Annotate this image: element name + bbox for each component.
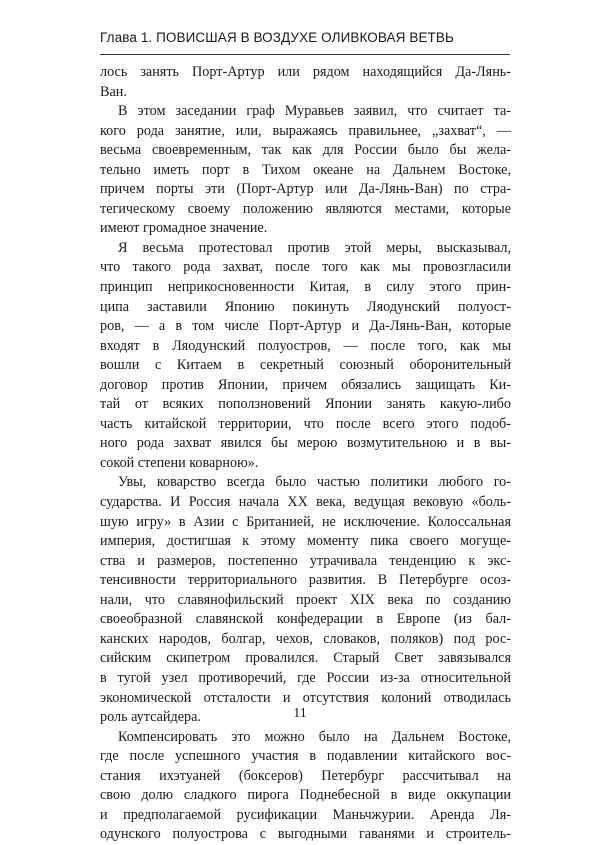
text-line: договор против Японии, причем обязались защищать Ки-	[100, 376, 511, 393]
text-line: где после успешного участия в подавлении китайского вос-	[100, 748, 511, 765]
text-line: часть китайской территории, что после всего этого подоб-	[100, 415, 511, 432]
text-line: ров, — а в том числе Порт-Артур и Да-Лянь-Ван, которые	[100, 318, 511, 335]
text-line: ципа заставили Японию покинуть Ляодунский полуост-	[100, 298, 511, 315]
text-line: канских народов, болгар, чехов, словаков, поляков) под рос-	[100, 630, 511, 647]
text-line: одунского полуострова с выгодными гаванями и строитель-	[100, 826, 511, 843]
text-line: тельно иметь порт в Тихом океане на Дальнем Востоке,	[100, 161, 511, 178]
text-line: ства и размеров, постепенно утрачивала тенденцию к экс-	[100, 552, 511, 569]
text-line: принцип неприкосновенности Китая, в силу этого прин-	[100, 279, 511, 296]
text-line: экономической отсталости и отсутствия колоний отводилась	[100, 689, 511, 706]
text-line: имеют громадное значение.	[100, 220, 268, 237]
text-line: причем порты эти (Порт-Артур или Да-Лянь-Ван) по стра-	[100, 181, 511, 198]
text-line: весьма своевременным, так как для России было бы желa-	[100, 142, 511, 159]
text-line: сокой степени коварною».	[100, 454, 259, 471]
page-number: 11	[293, 706, 307, 721]
text-line: нали, что славянофильский проект XIX века по созданию	[100, 591, 511, 608]
text-line: входят в Ляодунский полуостров, — после того, как мы	[100, 337, 511, 354]
text-line: сийским скипетром провалился. Старый Свет завязывался	[100, 650, 511, 667]
text-line: Я весьма протестовал против этой меры, высказывал,	[118, 239, 511, 256]
text-line: свою долю сладкого пирога Поднебесной в виде оккупации	[100, 787, 511, 804]
text-line: роль аутсайдера.	[100, 709, 201, 726]
text-line: тегическому своему положению являются местами, которые	[100, 200, 511, 217]
text-line: своеобразной славянской конфедерации в Европе (из бал-	[100, 611, 511, 628]
text-line: Увы, коварство всегда было частью политики любого го-	[118, 474, 511, 491]
header-divider	[100, 54, 510, 55]
text-line: стания ихэтуаней (боксеров) Петербург рассчитывал на	[100, 767, 511, 784]
text-line: империя, достигшая к этому моменту пика своего могуще-	[100, 533, 511, 550]
text-line: и предполагаемой русификации Маньчжурии. Аренда Ля-	[100, 806, 511, 823]
text-line: в тугой узел противоречий, где России из-за относительной	[100, 669, 511, 686]
text-line: тай от всяких поползновений Японии занять какую-либо	[100, 396, 511, 413]
text-line: В этом заседании граф Муравьев заявил, что считает та-	[118, 103, 511, 120]
text-line: ного рода захват явился бы мерою возмутительною и в вы-	[100, 435, 511, 452]
text-line: кого рода занятие, или, выражаясь правильнее, „захват“, —	[100, 122, 511, 139]
text-line: сударства. И Россия начала XX века, ведущая вековую «боль-	[100, 494, 511, 511]
text-line: вошли с Китаем в секретный союзный оборонительный	[100, 357, 511, 374]
text-line: тенсивности территориального развития. В Петербурге осоз-	[100, 572, 511, 589]
text-line: шую игру» в Азии с Британией, не исключение. Колоссальная	[100, 513, 511, 530]
text-line: Компенсировать это можно было на Дальнем Востоке,	[118, 728, 511, 745]
text-line: Ван.	[100, 83, 127, 100]
text-line: лось занять Порт-Артур или рядом находящийся Да-Лянь-	[100, 64, 511, 80]
text-line: что такого рода захват, после того как мы провозгласили	[100, 259, 511, 276]
running-header: Глава 1. ПОВИСШАЯ В ВОЗДУХЕ ОЛИВКОВАЯ ВЕТВЬ	[100, 30, 454, 45]
body-text	[100, 63, 511, 845]
